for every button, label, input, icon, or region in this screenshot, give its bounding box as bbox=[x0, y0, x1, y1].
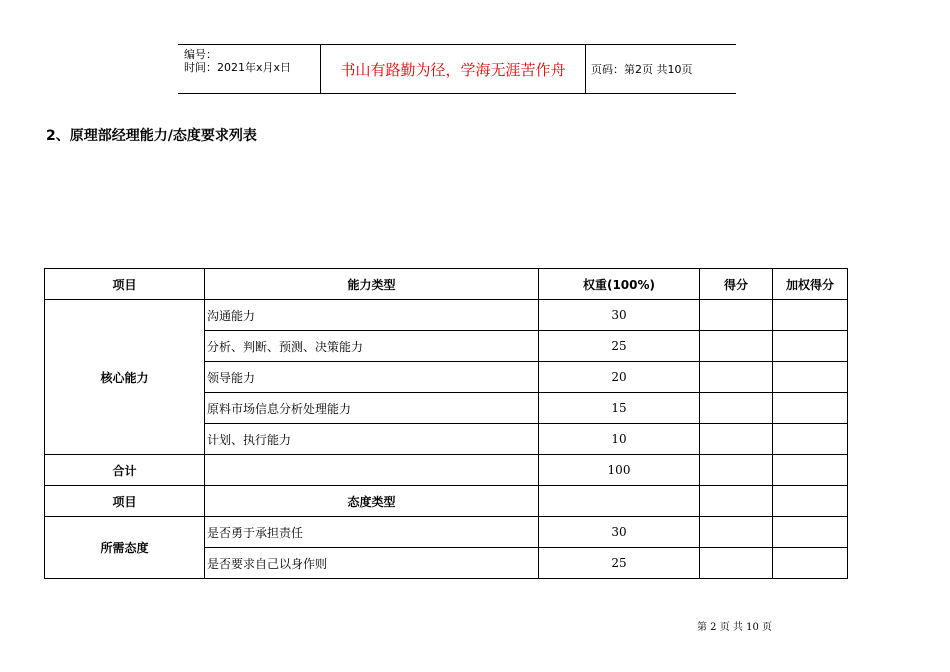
total-row bbox=[45, 455, 848, 486]
score-cell bbox=[700, 455, 773, 486]
score-cell bbox=[700, 393, 773, 424]
weighted-score-cell bbox=[773, 393, 848, 424]
header-score: 得分 bbox=[700, 269, 773, 300]
header-ability-type: 能力类型 bbox=[205, 269, 539, 300]
weighted-score-cell bbox=[773, 362, 848, 393]
core-item-weight: 20 bbox=[539, 362, 700, 393]
section-title: 2、原理部经理能力/态度要求列表 bbox=[46, 128, 257, 144]
core-item-name: 沟通能力 bbox=[205, 300, 539, 331]
total-label: 合计 bbox=[45, 455, 205, 486]
core-item-name: 计划、执行能力 bbox=[205, 424, 539, 455]
header-meta bbox=[178, 45, 320, 93]
score-cell bbox=[700, 517, 773, 548]
weighted-score-cell bbox=[773, 424, 848, 455]
score-cell bbox=[700, 362, 773, 393]
score-cell bbox=[700, 548, 773, 579]
time-label: 时间：2021年x月x日 bbox=[184, 61, 292, 74]
core-item-weight: 30 bbox=[539, 300, 700, 331]
weighted-score-cell bbox=[773, 517, 848, 548]
header-weighted-score: 加权得分 bbox=[773, 269, 848, 300]
header-page-label: 页码：第2页 共10页 bbox=[591, 63, 693, 76]
core-item-weight: 25 bbox=[539, 331, 700, 362]
core-item-name: 领导能力 bbox=[205, 362, 539, 393]
page-footer: 第 2 页 共 10 页 bbox=[697, 622, 772, 633]
core-item-name: 分析、判断、预测、决策能力 bbox=[205, 331, 539, 362]
score-cell bbox=[700, 331, 773, 362]
header-weight: 权重(100%) bbox=[539, 269, 700, 300]
table-row bbox=[45, 517, 848, 548]
core-item-name: 原料市场信息分析处理能力 bbox=[205, 393, 539, 424]
attitude-item-name: 是否要求自己以身作则 bbox=[205, 548, 539, 579]
core-group-label: 核心能力 bbox=[45, 300, 205, 455]
table-header-row bbox=[45, 269, 848, 300]
score-cell bbox=[700, 424, 773, 455]
attitude-header-row bbox=[45, 486, 848, 517]
attitude-item-name: 是否勇于承担责任 bbox=[205, 517, 539, 548]
attitude-item-weight: 25 bbox=[539, 548, 700, 579]
weighted-score-cell bbox=[773, 300, 848, 331]
weighted-score-cell bbox=[773, 548, 848, 579]
weighted-score-cell bbox=[773, 455, 848, 486]
attitude-group-label: 所需态度 bbox=[45, 517, 205, 579]
weight-cell bbox=[539, 486, 700, 517]
attitude-header-item: 项目 bbox=[45, 486, 205, 517]
table-row bbox=[45, 300, 848, 331]
attitude-item-weight: 30 bbox=[539, 517, 700, 548]
total-value: 100 bbox=[539, 455, 700, 486]
score-cell bbox=[700, 486, 773, 517]
weighted-score-cell bbox=[773, 331, 848, 362]
core-item-weight: 15 bbox=[539, 393, 700, 424]
core-item-weight: 10 bbox=[539, 424, 700, 455]
page-header bbox=[178, 44, 736, 94]
header-item: 项目 bbox=[45, 269, 205, 300]
score-cell bbox=[700, 300, 773, 331]
number-label: 编号： bbox=[184, 48, 217, 61]
total-type-cell bbox=[205, 455, 539, 486]
attitude-header-type: 态度类型 bbox=[205, 486, 539, 517]
header-motto: 书山有路勤为径，学海无涯苦作舟 bbox=[320, 45, 586, 93]
ability-attitude-table bbox=[44, 268, 848, 579]
weighted-score-cell bbox=[773, 486, 848, 517]
